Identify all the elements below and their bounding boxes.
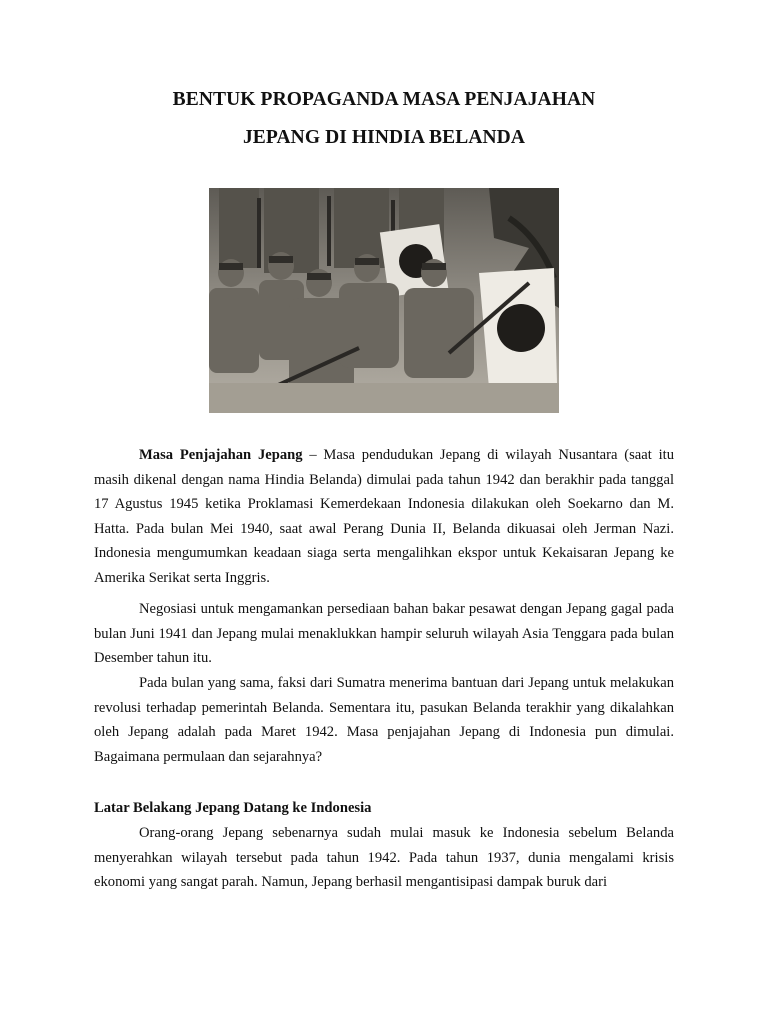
- paragraph-lead-term: Masa Penjajahan Jepang: [139, 447, 303, 463]
- document-title-line-2: JEPANG DI HINDIA BELANDA: [242, 127, 526, 148]
- document-title-line-1: BENTUK PROPAGANDA MASA PENJAJAHAN: [172, 89, 596, 110]
- paragraph-2-text: Negosiasi untuk mengamankan persediaan bahan bakar pesawat dengan Jepang gagal pada bulan Juni 1941 dan Jepang mulai menaklukkan hampir seluruh wilayah Asia Tenggara pada bulan Desember tahun itu.: [94, 601, 674, 667]
- historical-photo: [209, 188, 559, 413]
- paragraph-3: [94, 671, 674, 769]
- paragraph-1-text: – Masa pendudukan Jepang di wilayah Nusantara (saat itu masih dikenal dengan nama Hindia Belanda) dimulai pada tahun 1942 dan berakhir pada tanggal 17 Agustus 1945 ketika Proklamasi Kemerdekaan Indonesia dilakukan oleh Soekarno dan M. Hatta. Pada bulan Mei 1940, saat awal Perang Dunia II, Belanda dikuasai oleh Jerman Nazi. Indonesia mengumumkan keadaan siaga serta mengalihkan ekspor untuk Kekaisaran Jepang ke Amerika Serikat serta Inggris.: [94, 447, 674, 586]
- paragraph-2: [94, 597, 674, 671]
- section-paragraph: [94, 821, 674, 895]
- paragraph-1: [94, 443, 674, 591]
- section-heading: [94, 796, 674, 821]
- section-heading-text: Latar Belakang Jepang Datang ke Indonesia: [94, 800, 372, 816]
- section-paragraph-text: Orang-orang Jepang sebenarnya sudah mulai masuk ke Indonesia sebelum Belanda menyerahkan wilayah tersebut pada tahun 1942. Pada tahun 1937, dunia mengalami krisis ekonomi yang sangat parah. Namun, Jepang berhasil mengantisipasi dampak buruk dari: [94, 825, 674, 891]
- paragraph-3-text: Pada bulan yang sama, faksi dari Sumatra menerima bantuan dari Jepang untuk melakukan revolusi terhadap pemerintah Belanda. Sementara itu, pasukan Belanda terakhir yang dikalahkan oleh Jepang adalah pada Maret 1942. Masa penjajahan Jepang di Indonesia pun dimulai. Bagaimana permulaan dan sejarahnya?: [94, 675, 674, 765]
- photo-illustration: [209, 188, 559, 413]
